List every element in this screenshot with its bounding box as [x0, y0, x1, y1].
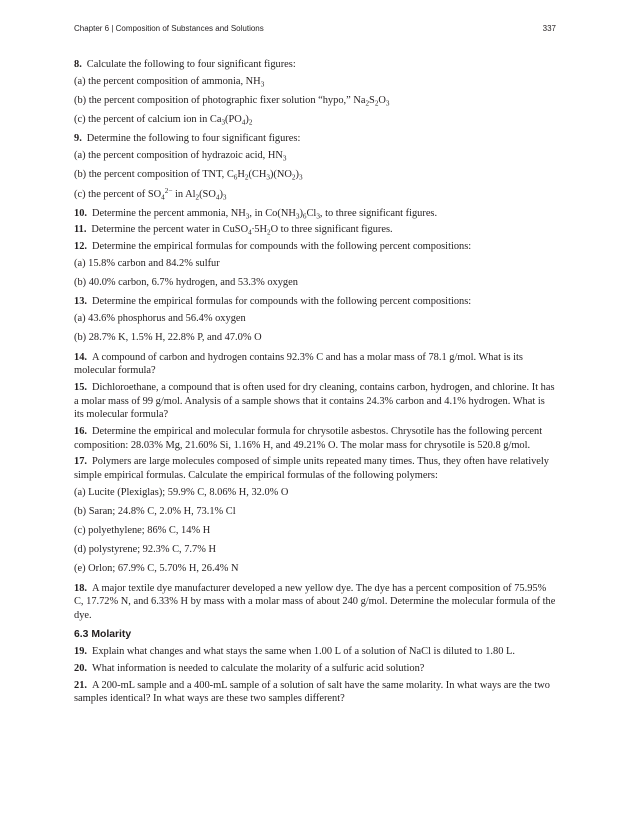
question-text: A major textile dye manufacturer developed a new yellow dye. The dye has a percent composition of 75.95% C, 17.72% N, and 6.33% H by mass with a molar mass of about 240 g/mol. Determine the molecular formula of the dye. [74, 582, 556, 621]
question-text: Determine the percent ammonia, $NH_3$, in $Co(NH_3)_6Cl_3$, to three significant figures. [92, 207, 438, 221]
question-number: 15. [74, 381, 87, 393]
exercise-subpart: (a) the percent composition of hydrazoic acid, $HN_3$ [74, 150, 287, 163]
question-text: A 200-mL sample and a 400-mL sample of a solution of salt have the same molarity. In what ways are the two samples identical? In what ways are these two samples different? [74, 679, 550, 705]
exercise-question [74, 58, 556, 72]
exercise-question [74, 132, 556, 146]
exercise-subpart: (d) polystyrene; 92.3% C, 7.7% H [74, 544, 216, 556]
exercise-list [74, 58, 556, 709]
exercise-subpart: (b) the percent composition of photographic fixer solution “hypo,” $Na_2S_2O_3$ [74, 94, 390, 108]
exercise-question [74, 351, 556, 378]
exercise-subpart: (a) 15.8% carbon and 84.2% sulfur [74, 258, 220, 270]
question-number: 14. [74, 351, 87, 363]
question-text: Dichloroethane, a compound that is often used for dry cleaning, contains carbon, hydrogen, and chlorine. It has a molar mass of 99 g/mol. Analysis of a sample shows that it contains 24.3% carbon and 4.1% hydrogen. What is its molecular formula? [74, 381, 555, 421]
question-number: 20. [74, 662, 87, 674]
exercise-question [74, 207, 556, 221]
exercise-subpart: (a) Lucite (Plexiglas); 59.9% C, 8.06% H, 32.0% O [74, 486, 289, 498]
question-text: Determine the percent water in $CuSO_4\cdot 5H_2O$ to three significant figures. [91, 224, 393, 237]
exercise-subpart: (c) the percent of calcium ion in $Ca_3(PO_4)_2$ [74, 114, 253, 127]
chapter-title: Chapter 6 | Composition of Substances and Solutions [74, 24, 264, 33]
question-text: Determine the empirical and molecular formula for chrysotile asbestos. Chrysotile has the following percent composition: 28.03% Mg, 21.60% Si, 1.16% H, and 49.21% O. The molar mass for chrysotile is 520.8 g/mol. [74, 425, 543, 451]
exercise-question [74, 425, 556, 452]
question-number: 19. [74, 645, 87, 657]
exercise-question [74, 223, 556, 237]
question-number: 11. [74, 224, 87, 236]
question-text: Determine the empirical formulas for compounds with the following percent compositions: [92, 241, 472, 253]
exercise-question [74, 582, 556, 623]
exercise-question [74, 240, 556, 254]
exercise-subpart: (a) the percent composition of ammonia, $NH_3$ [74, 75, 265, 89]
question-number: 12. [74, 241, 87, 253]
page-header [74, 24, 556, 38]
exercise-question [74, 645, 556, 659]
question-number: 16. [74, 425, 87, 437]
exercise-subpart: (c) polyethylene; 86% C, 14% H [74, 525, 211, 537]
question-text: What information is needed to calculate the molarity of a sulfuric acid solution? [92, 662, 425, 674]
exercise-subpart: (b) 28.7% K, 1.5% H, 22.8% P, and 47.0% O [74, 332, 262, 344]
question-text: Polymers are large molecules composed of simple units repeated many times. Thus, they often have relatively simple empirical formulas. Calculate the empirical formulas of the following polymers: [74, 456, 549, 481]
exercise-question [74, 662, 556, 676]
question-number: 17. [74, 456, 87, 468]
exercise-question [74, 381, 556, 422]
question-number: 21. [74, 679, 87, 691]
question-text: Determine the following to four significant figures: [86, 133, 301, 145]
exercise-subpart: (c) the percent of $SO_4^{2-}$ in $Al_2(SO_4)_3$ [74, 186, 227, 201]
exercise-subpart: (a) 43.6% phosphorus and 56.4% oxygen [74, 313, 246, 325]
exercise-subpart: (b) the percent composition of TNT, $C_6H_2(CH_3)(NO_2)_3$ [74, 169, 303, 182]
question-text: A compound of carbon and hydrogen contains 92.3% C and has a molar mass of 78.1 g/mol. What is its molecular formula? [74, 351, 523, 377]
question-text: Explain what changes and what stays the same when 1.00 L of a solution of NaCl is diluted to 1.80 L. [92, 645, 515, 657]
exercise-question [74, 679, 556, 706]
question-number: 13. [74, 296, 87, 308]
exercise-question [74, 455, 556, 482]
question-text: Calculate the following to four significant figures: [86, 59, 296, 70]
question-number: 9. [74, 133, 82, 145]
question-text: Determine the empirical formulas for compounds with the following percent compositions: [92, 296, 472, 308]
exercise-subpart: (b) 40.0% carbon, 6.7% hydrogen, and 53.3% oxygen [74, 277, 298, 289]
section-heading: 6.3 Molarity [74, 629, 132, 641]
question-number: 18. [74, 582, 87, 594]
exercise-question [74, 295, 556, 309]
page-number: 337 [542, 24, 556, 33]
question-number: 10. [74, 207, 87, 219]
question-number: 8. [74, 59, 82, 70]
exercise-subpart: (b) Saran; 24.8% C, 2.0% H, 73.1% Cl [74, 505, 236, 517]
exercise-subpart: (e) Orlon; 67.9% C, 5.70% H, 26.4% N [74, 563, 239, 575]
